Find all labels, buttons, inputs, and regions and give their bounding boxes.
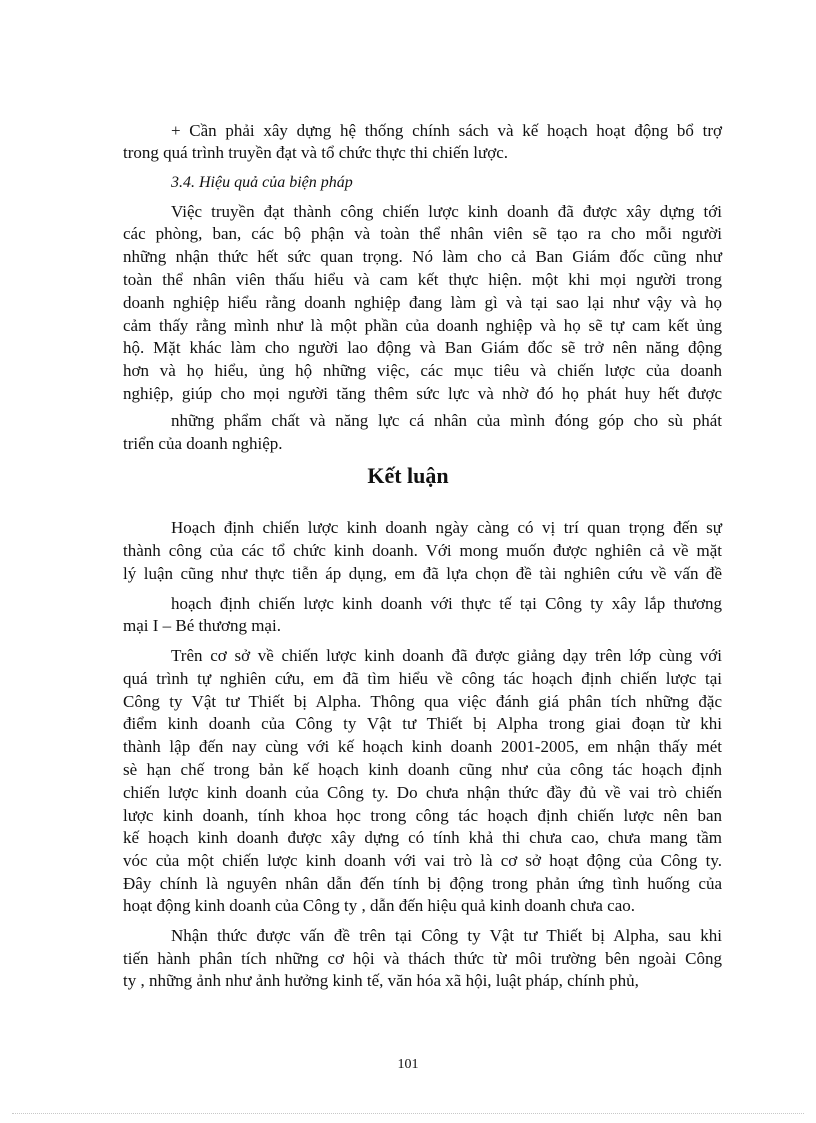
text-line: kế hoạch kinh doanh được xây dựng có tính khả thi chưa cao, chưa mang tầm bbox=[123, 828, 722, 847]
text-line: cảm thấy rằng mình như là một phần của doanh nghiệp và họ sẽ tự cam kết ủng bbox=[123, 316, 722, 335]
text-line: trong quá trình truyền đạt và tổ chức thực thi chiến lược. bbox=[123, 143, 509, 162]
subsection-heading: 3.4. Hiệu quả của biện pháp bbox=[171, 174, 353, 191]
text-line: hơn và họ hiểu, ủng hộ những việc, các mục tiêu và chiến lược của doanh bbox=[123, 361, 722, 380]
text-line: Công ty Vật tư Thiết bị Alpha. Thông qua việc đánh giá phân tích những đặc bbox=[123, 692, 722, 711]
text-line: hoạch định chiến lược kinh doanh với thực tế tại Công ty xây lắp thương bbox=[171, 594, 722, 613]
text-line: lý luận cũng như thực tiễn áp dụng, em đã lựa chọn đề tài nghiên cứu về vấn đề bbox=[123, 564, 722, 583]
text-line: chiến lược kinh doanh của Công ty. Do chưa nhận thức đầy đủ về vai trò chiến bbox=[123, 783, 722, 802]
text-line: thành công của các tổ chức kinh doanh. Với mong muốn được nghiên cả về mặt bbox=[123, 541, 722, 560]
page-boundary-divider bbox=[12, 1113, 804, 1114]
text-line: Nhận thức được vấn đề trên tại Công ty Vật tư Thiết bị Alpha, sau khi bbox=[171, 926, 722, 945]
text-line: quá trình tự nghiên cứu, em đã tìm hiểu về công tác hoạch định chiến lược tại bbox=[123, 669, 722, 688]
text-line: doanh nghiệp hiểu rằng doanh nghiệp đang làm gì và tại sao lại như vậy và họ bbox=[123, 293, 722, 312]
text-line: những phẩm chất và năng lực cá nhân của mình đóng góp cho sù phát bbox=[171, 411, 722, 430]
text-line: hộ. Mặt khác làm cho người lao động và Ban Giám đốc sẽ trở nên năng động bbox=[123, 338, 722, 357]
text-line: toàn thể nhân viên thấu hiểu và cam kết thực hiện. một khi mọi người trong bbox=[123, 270, 722, 289]
text-line: điểm kinh doanh của Công ty Vật tư Thiết bị Alpha trong giai đoạn từ khi bbox=[123, 714, 722, 733]
text-line: ty , những ảnh như ảnh hưởng kinh tế, văn hóa xã hội, luật pháp, chính phủ, bbox=[123, 971, 639, 990]
page-number: 101 bbox=[397, 1057, 419, 1072]
text-line: lược kinh doanh, tính khoa học trong công tác hoạch định chiến lược nên ban bbox=[123, 806, 722, 825]
text-line: mại I – Bé thương mại. bbox=[123, 616, 281, 635]
text-line: Trên cơ sở về chiến lược kinh doanh đã được giảng dạy trên lớp cùng với bbox=[171, 646, 722, 665]
text-line: thành lập đến nay cùng với kế hoạch kinh doanh 2001-2005, em nhận thấy mét bbox=[123, 737, 722, 756]
text-line: hoạt động kinh doanh của Công ty , dẫn đến hiệu quả kinh doanh chưa cao. bbox=[123, 896, 636, 915]
text-line: nghiệp, giúp cho mọi người tăng thêm sức lực và nhờ đó họ phát huy hết được bbox=[123, 384, 722, 403]
heading-conclusion: Kết luận bbox=[367, 463, 449, 488]
text-line: vóc của một chiến lược kinh doanh với vai trò là cơ sở hoạt động của Công ty. bbox=[123, 851, 722, 870]
text-line: Việc truyền đạt thành công chiến lược kinh doanh đã được xây dựng tới bbox=[171, 202, 722, 221]
text-line: triển của doanh nghiệp. bbox=[123, 434, 283, 453]
text-line: sè hạn chế trong bản kế hoạch kinh doanh cũng như của công tác hoạch định bbox=[123, 760, 722, 779]
text-line: Đây chính là nguyên nhân dẫn đến tính bị động trong phản ứng tình huống của bbox=[123, 874, 722, 893]
text-line: + Cần phải xây dựng hệ thống chính sách và kế hoạch hoạt động bổ trợ bbox=[171, 121, 722, 140]
text-line: những nhận thức hết sức quan trọng. Nó làm cho cả Ban Giám đốc cũng như bbox=[123, 247, 722, 266]
text-line: các phòng, ban, các bộ phận và toàn thể nhân viên sẽ tạo ra cho mỗi người bbox=[123, 224, 722, 243]
text-line: Hoạch định chiến lược kinh doanh ngày càng có vị trí quan trọng đến sự bbox=[171, 518, 722, 537]
text-line: tiến hành phân tích những cơ hội và thách thức từ môi trường bên ngoài Công bbox=[123, 949, 722, 968]
